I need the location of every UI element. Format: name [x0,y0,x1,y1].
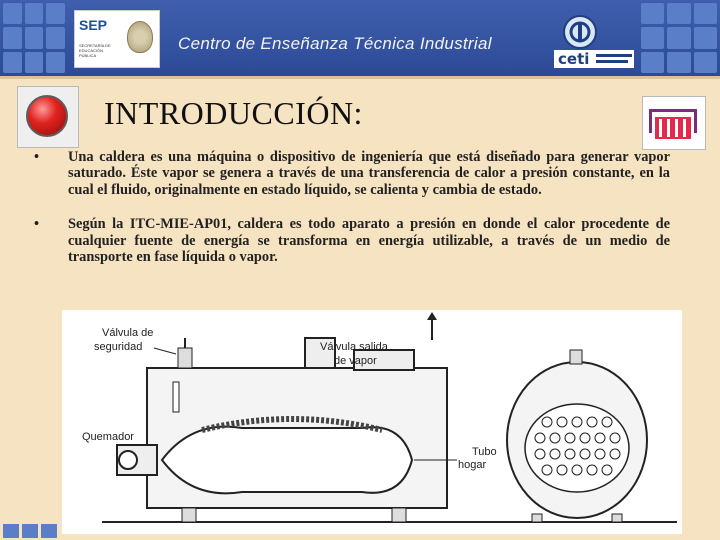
boiler-support [182,508,196,522]
sep-subtitle: SECRETARÍA DE EDUCACIÓN PÚBLICA [79,43,111,58]
header-tiles-right [638,0,720,76]
level-gauge [173,382,179,412]
label-valvula-seguridad-2: seguridad [94,341,143,353]
heater-icon [642,96,706,150]
front-support [532,514,542,522]
bullet-symbol: • [34,216,40,233]
page-title: INTRODUCCIÓN: [104,95,363,131]
bullet-text: Según la ITC-MIE-AP01, caldera es todo aparato a presión en donde el calor procedente de cualquier fuente de energía se transforma en energía utilizable, a través de un medio de transporte en fase líquida o vapor. [68,216,670,266]
flue-tube [162,427,412,494]
ceti-logo-icon [552,8,636,70]
ceti-logo-text: ceti [558,50,590,68]
bullet-symbol: • [34,149,40,165]
bullet-list [34,149,670,283]
sep-logo [74,10,160,68]
front-support [612,514,622,522]
boiler-diagram [62,310,682,534]
label-valvula-salida-2: de vapor [334,355,377,367]
bullet-item [34,216,670,265]
sep-logo-text: SEP [79,17,108,33]
bullet-text: Una caldera es una máquina o dispositivo de ingeniería que está diseñado para generar vapor saturado. Éste vapor se genera a través de una transferencia de calor a presión constante, en la cual el fluido, originalmente en estado líquido, se calienta y cambia de estado. [68,149,670,198]
label-tubo-2: hogar [458,459,487,471]
institution-name: Centro de Enseñanza Técnica Industrial [178,34,492,53]
mexico-seal-icon [127,21,153,53]
header-divider [0,76,720,79]
label-tubo-1: Tubo [472,446,497,458]
red-button-frame[interactable] [17,86,79,148]
bullet-item [34,149,670,198]
top-valve [570,350,582,364]
label-valvula-salida-1: Válvula salida [320,341,388,353]
header-banner [0,0,720,76]
footer-tiles [0,520,63,540]
label-quemador: Quemador [82,431,134,443]
boiler-support [392,508,406,522]
burner-nozzle [119,451,137,469]
label-valvula-seguridad-1: Válvula de [102,327,154,339]
safety-valve [178,348,192,368]
red-button-icon[interactable] [26,95,68,137]
header-tiles-left [0,0,68,76]
steam-arrow-head [427,312,437,320]
